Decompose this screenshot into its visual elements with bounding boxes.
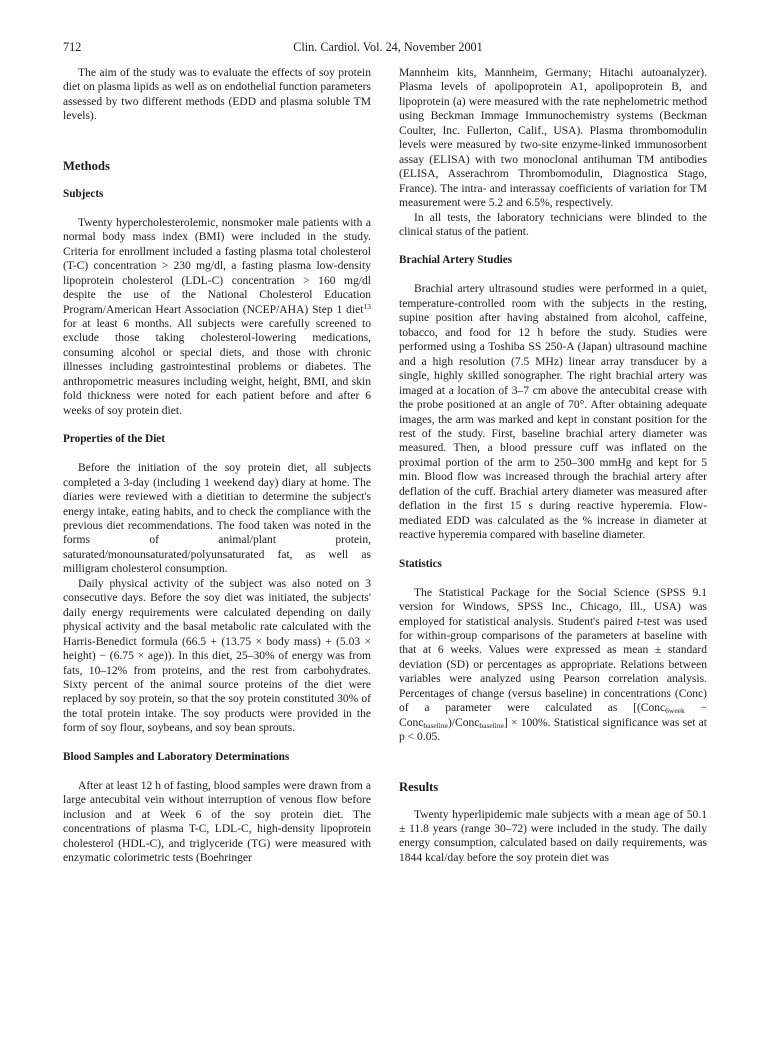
results-paragraph: Twenty hyperlipidemic male subjects with a mean age of 50.1 ± 11.8 years (range 30–72) were included in the study. The daily energy consumption, calculated based on daily requirements, was 1844 kcal/day before the soy protein diet was xyxy=(399,808,707,864)
statistics-text-2: -test was used for within-group comparisons of the parameters at baseline with that at 6 weeks. Values were expressed as mean ± standard deviation (SD) or percentages as appropriate. Relations between variables were analyzed using Pearson correlation analysis. Percentages of change (versus baseline) in concentrations (Conc) of a parameter were calculated as [(Conc xyxy=(399,615,707,715)
diet-heading: Properties of the Diet xyxy=(63,433,165,446)
statistics-heading: Statistics xyxy=(399,557,442,570)
blood-samples-paragraph-continued: Mannheim kits, Mannheim, Germany; Hitachi autoanalyzer). Plasma levels of apolipoprotein A1, apolipoprotein B, and lipoprotein (a) were measured with the rate nephelometric method using Beckman Immage Immunochemistry systems (Beckman Coulter, Inc. Fullerton, Calif., USA). Plasma thrombomodulin levels were measured by two-site enzyme-linked immunosorbent assay (ELISA) with two monoclonal antihuman TM antibodies (ELISA, Asserachrom Thrombomodulin, Diagnostica Stago, France). The intra- and interassay coefficients of variation for TM measurement were 5.2 and 6.5%, respectively. xyxy=(399,67,707,210)
blinding-paragraph: In all tests, the laboratory technicians were blinded to the clinical status of the patient. xyxy=(399,211,707,238)
subjects-paragraph xyxy=(63,216,371,418)
blood-samples-heading: Blood Samples and Laboratory Determinations xyxy=(63,750,290,763)
subjects-text-2: for at least 6 months. All subjects were carefully screened to exclude those taking cholesterol-lowering medications, consuming alcohol or special diets, and those with chronic illnesses including gastrointestinal problems or diabetes. The anthropometric measures including weight, height, BMI, and skin fold thickness were noted for each patient before and after 6 weeks of soy protein diet. xyxy=(63,317,371,417)
brachial-artery-paragraph: Brachial artery ultrasound studies were performed in a quiet, temperature-controlled room with the subjects in the resting, supine position after having abstained from alcohol, caffeine, tobacco, and food for 12 h before the study. Studies were performed using a Toshiba SS 250-A (Japan) ultrasound machine and a high resolution (7.5 MHz) linear array transducer by a single, highly skilled sonographer. The right brachial artery was imaged at a location of 3–7 cm above the antecubital crease with the probe positioned at an angle of 70°. After obtaining adequate images, the arm was marked and kept in constant position for the rest of the study. First, baseline brachial artery diameter was measured. Then, a blood pressure cuff was inflated on the proximal portion of the arm to 250–300 mmHg and kept for 5 min. Blood flow was increased through the brachial artery after deflation of the cuff. Brachial artery diameter was measured after deflation in the first 15 s during reactive hyperemia. Flow-mediated EDD was calculated as the % increase in diameter at reactive hyperemia compared with baseline diameter. xyxy=(399,283,707,542)
intro-paragraph: The aim of the study was to evaluate the effects of soy protein diet on plasma lipids as well as on endothelial function parameters assessed by two different methods (EDD and plasma soluble TM levels). xyxy=(63,67,371,123)
running-head xyxy=(63,40,713,56)
subjects-text-1: Twenty hypercholesterolemic, nonsmoker male patients with a normal body mass index (BMI) were included in the study. Criteria for enrollment included a fasting plasma total cholesterol (T-C) concentration > 230 mg/dl, a fasting plasma low-density lipoprotein cholesterol (LDL-C) concentration > 160 mg/dl despite the use of the National Cholesterol Education Program/American Heart Association (NCEP/AHA) Step 1 diet xyxy=(63,216,371,316)
brachial-artery-heading: Brachial Artery Studies xyxy=(399,254,513,267)
statistics-div-conc: )/Conc xyxy=(447,716,480,729)
diet-paragraph-1: Before the initiation of the soy protein diet, all subjects completed a 3-day (including 1 weekend day) diary at home. The diaries were reviewed with a dietitian to determine the subject's energy intake, eating habits, and to check the compliance with the previous diet recommendations. The food taken was noted in the forms of animal/plant protein, saturated/monounsaturated/polyunsaturated fat, as well as milligram cholesterol consumption. xyxy=(63,462,371,576)
t-italic: t xyxy=(636,615,640,628)
statistics-paragraph xyxy=(399,586,707,745)
right-column xyxy=(399,66,707,865)
subscript-baseline-2: baseline xyxy=(479,720,504,730)
blood-samples-paragraph: After at least 12 h of fasting, blood samples were drawn from a large antecubital vein without interruption of venous flow before inclusion and at Week 6 of the soy protein diet. The concentrations of plasma T-C, LDL-C, high-density lipoprotein cholesterol (HDL-C), and triglyceride (TG) were measured with enzymatic colorimetric tests (Boehringer xyxy=(63,779,371,865)
statistics-minus-conc: − Conc xyxy=(399,702,707,729)
statistics-text-3: ] × 100%. Statistical significance was set at p < 0.05. xyxy=(399,716,707,744)
subscript-6week: 6week xyxy=(665,706,685,716)
statistics-text-1: The Statistical Package for the Social Science (SPSS 9.1 version for Windows, SPSS Inc., Chicago, Ill., USA) was employed for statistical analysis. Student's paired xyxy=(399,586,707,628)
subjects-heading: Subjects xyxy=(63,187,104,200)
subscript-baseline-1: baseline xyxy=(423,720,448,730)
diet-paragraph-2: Daily physical activity of the subject was also noted on 3 consecutive days. Before the soy diet was initiated, the subjects' daily energy requirements were calculated depending on daily physical activity and the basal metabolic rate calculated with the Harris-Benedict formula (66.5 + (13.75 × body mass) + (5.03 × height) − (6.75 × age)). In this diet, 25–30% of energy was from fats, 10–12% from proteins, and the rest from carbohydrates. Sixty percent of the animal source proteins of the diet were replaced by soy protein, so that the soy protein constituted 30% of the total protein intake. The soy products were provided in the form of soy flour, soybeans, and soy bean sprouts. xyxy=(63,577,371,735)
methods-heading: Methods xyxy=(63,158,110,173)
left-column xyxy=(63,66,371,865)
results-heading: Results xyxy=(399,779,439,794)
reference-superscript: 13 xyxy=(363,301,371,311)
journal-citation: Clin. Cardiol. Vol. 24, November 2001 xyxy=(293,40,483,54)
page-number: 712 xyxy=(63,40,82,54)
